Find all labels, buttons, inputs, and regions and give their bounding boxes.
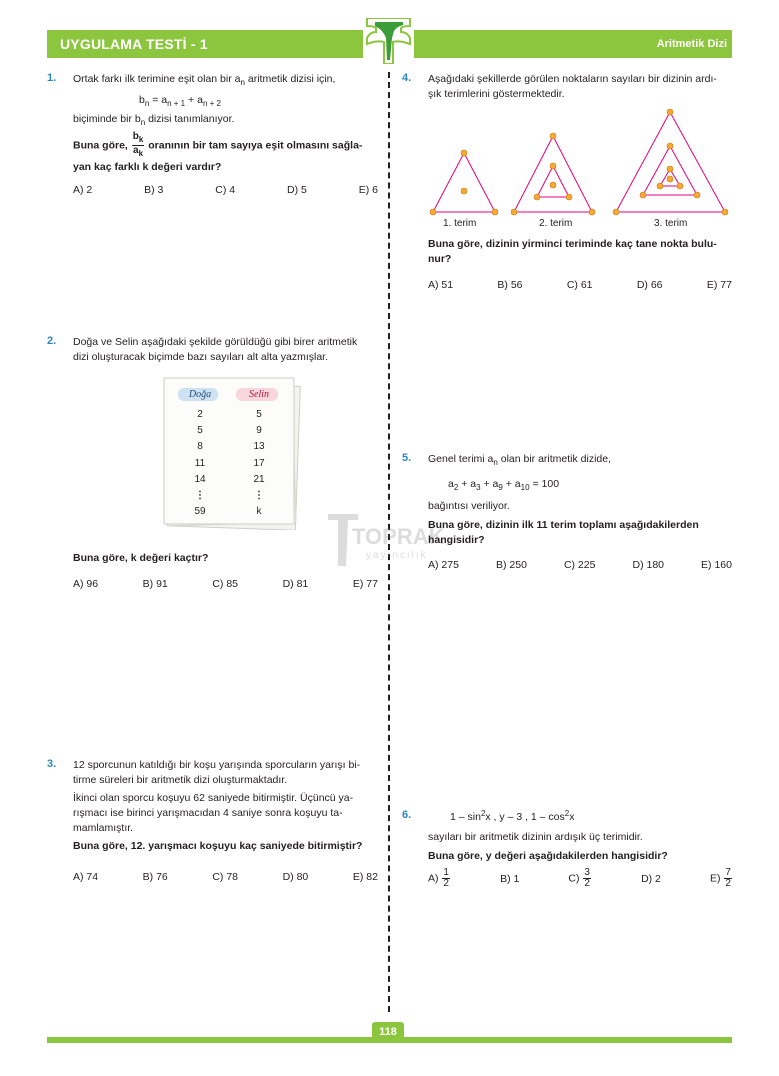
watermark-brand: TOPRAK [352,524,445,549]
topic-label: Aritmetik Dizi [656,38,727,50]
selin-value: 5 [256,409,262,420]
q1-formula: $b_n = a_{n + 1} + a_{n + 2}$ [139,94,221,108]
doga-value: 59 [194,506,206,518]
q1-question: Buna göre, $\frac{b_k}{a_k}$ oranının bir tam sayıya eşit olmasını sağla- [73,131,363,158]
q2-option-b[interactable]: B) 91 [142,578,168,590]
doga-value: 11 [194,457,206,469]
q2-option-a[interactable]: A) 96 [73,578,99,590]
q1-option-d[interactable]: D) 5 [287,184,307,196]
q6-options [428,868,733,889]
q4-option-c[interactable]: C) 61 [566,279,593,291]
q6-number: 6. [402,809,412,821]
q3-line3: İkinci olan sporcu koşuyu 62 saniyede bitirmiştir. Üçüncü ya- [73,792,354,804]
q2-line1: Doğa ve Selin aşağıdaki şekilde görüldüğü gibi birer aritmetik [73,336,358,348]
q1-option-b[interactable]: B) 3 [144,184,164,196]
q4-option-d[interactable]: D) 66 [636,279,663,291]
q5-formula: $a_2 + a_3 + a_9 + a_{10} = 100$ [448,478,560,492]
q1-fraction: $\frac{b_k}{a_k}$ [132,131,144,158]
q3-option-d[interactable]: D) 80 [282,871,309,883]
q4-option-b[interactable]: B) 56 [497,279,523,291]
q1-number: 1. [47,72,57,84]
page-number: 118 [372,1022,404,1043]
q6-body [428,806,733,864]
q6-option-a[interactable]: A) $\frac{1}{2}$ [428,867,449,889]
q4-line2: şık terimlerini göstermektedir. [428,88,565,100]
q6-option-b[interactable]: B) 1 [500,872,520,885]
doga-value: 5 [197,425,203,437]
q3-option-a[interactable]: A) 74 [73,871,99,883]
q3-option-e[interactable]: E) 82 [352,871,378,883]
q5-options [428,559,732,571]
q4-option-a[interactable]: A) 51 [428,279,454,291]
q3-option-c[interactable]: C) 78 [212,871,239,883]
q2-question: Buna göre, k değeri kaçtır? [73,552,209,564]
q6-formula: $1 - \sin^2x$ , y – 3 , $1 - \cos^2x$ [450,809,575,823]
q3-line5: mamlamıştır. [73,822,134,834]
q3-number: 3. [47,758,57,770]
q1-option-c[interactable]: C) 4 [215,184,236,196]
q6-option-e[interactable]: E) $\frac{7}{2}$ [709,867,731,889]
footer-bar-left [47,1037,372,1043]
q6-option-c[interactable]: C) $\frac{3}{2}$ [568,867,590,889]
q5-option-e[interactable]: E) 160 [701,559,732,571]
q5-option-b[interactable]: B) 250 [495,559,527,571]
q3-option-b[interactable]: B) 76 [142,871,168,883]
q3-line1: 12 sporcunun katıldığı bir koşu yarışında sporcuların yarışı bi- [73,759,361,771]
watermark-sub: yayıncılık [366,550,428,561]
term-label-1: 1. terim [443,218,477,229]
selin-value: 9 [256,425,262,437]
q6-option-d[interactable]: D) 2 [641,872,661,885]
footer-bar-right [404,1037,732,1043]
doga-value: 2 [197,409,203,420]
q3-line2: tirme süreleri bir aritmetik dizi oluşturmaktadır. [73,774,288,786]
q6-line2: sayıları bir aritmetik dizinin ardışık üç terimidir. [428,831,643,843]
term-label-3: 3. terim [654,218,688,229]
q3-options [73,871,378,883]
q3-question: Buna göre, 12. yarışmacı koşuyu kaç saniyede bitirmiştir? [73,840,363,852]
selin-value: 13 [253,441,265,453]
q2-options [73,578,378,590]
q4-options [428,279,732,291]
selin-value: 21 [253,473,265,485]
q3-line4: rışmacı ise birinci yarışmacıdan 4 saniye sonra koşuyu ta- [73,807,343,819]
q1-option-e[interactable]: E) 6 [358,184,378,196]
doga-value: 14 [194,473,206,485]
q2-body [73,335,383,365]
q5-option-d[interactable]: D) 180 [632,559,664,571]
q4-number: 4. [402,72,412,84]
test-title: UYGULAMA TESTİ - 1 [60,36,208,52]
selin-value: k [256,506,262,518]
q5-line1: Genel terimi $a_n$ olan bir aritmetik dizide, [428,453,612,467]
q5-option-c[interactable]: C) 225 [563,559,596,571]
q1-options [73,184,378,196]
q1-body [73,72,378,175]
q5-option-a[interactable]: A) 275 [428,559,459,571]
q5-number: 5. [402,452,412,464]
q1-line3: biçiminde bir $b_n$ dizisi tanımlanıyor. [73,113,235,127]
doga-column [180,407,220,520]
doga-value: 8 [197,441,203,453]
selin-header: Selin [249,389,269,400]
selin-dots: ⋮ [254,490,264,502]
q4-line1: Aşağıdaki şekillerde görülen noktaların sayıları bir dizinin ardı- [428,73,717,85]
q3-body [73,758,385,854]
q1-option-a[interactable]: A) 2 [73,184,93,196]
q1-line1: Ortak farkı ilk terimine eşit olan bir $a_n$ aritmetik dizisi için, [73,73,336,87]
q5-question: Buna göre, dizinin ilk 11 terim toplamı aşağıdakilerden [428,519,699,531]
q4-option-e[interactable]: E) 77 [706,279,732,291]
q4-triangle-figure [420,108,736,230]
q2-option-c[interactable]: C) 85 [212,578,239,590]
q1-question-line2: yan kaç farklı k değeri vardır? [73,161,222,173]
q6-question: Buna göre, y değeri aşağıdakilerden hangisidir? [428,850,668,862]
q5-question-line2: hangisidir? [428,534,485,546]
q4-question: Buna göre, dizinin yirminci teriminde kaç tane nokta bulu- nur? [428,238,717,265]
q2-line2: dizi oluşturacak biçimde bazı sayıları alt alta yazmışlar. [73,351,329,363]
q4-body [428,72,733,102]
doga-header: Doğa [188,389,212,400]
doga-dots: ⋮ [195,490,205,502]
selin-value: 17 [253,457,265,469]
q5-body [428,452,733,548]
q2-option-e[interactable]: E) 77 [352,578,378,590]
selin-column [238,407,280,520]
q2-number: 2. [47,335,57,347]
q2-option-d[interactable]: D) 81 [282,578,309,590]
term-label-2: 2. terim [539,218,573,229]
publisher-logo-icon [363,18,414,64]
q5-line3: bağıntısı veriliyor. [428,500,510,512]
